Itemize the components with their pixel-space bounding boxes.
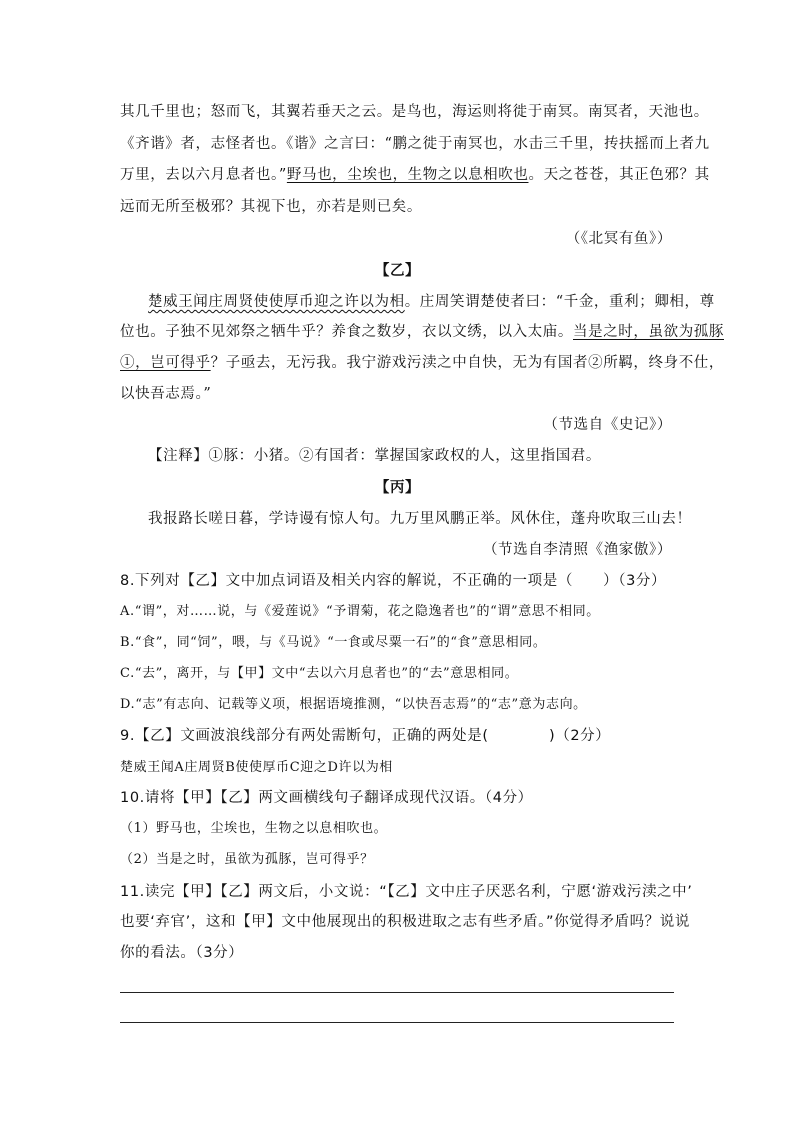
bing-source: （节选自李清照《渔家傲》）: [482, 542, 672, 558]
jia-line-2: 《齐谐》者，志怪者也。《谐》之言曰：“鹏之徙于南冥也，水击三千里，抟扶摇而上者九: [120, 136, 710, 152]
question-11-line-2: 也要‘弃官’，这和【甲】文中他展现出的积极进取之志有些矛盾。”你觉得矛盾吗？说说: [120, 914, 690, 930]
yi-underlined-sentence-a: 当是之时，虽欲为孤豚: [573, 324, 724, 340]
question-10-item-2: （2）当是之时，虽欲为孤豚，岂可得乎？: [120, 852, 374, 867]
yi-wavy-sentence: 楚威王闻庄周贤使使厚币迎之许以为相: [148, 294, 405, 310]
question-8-option-a: A.“谓”，对……说，与《爱莲说》“予谓菊，花之隐逸者也”的“谓”意思不相同。: [120, 604, 600, 619]
question-10: 10.请将【甲】【乙】两文画横线句子翻译成现代汉语。（4分）: [120, 790, 533, 806]
answer-line-1[interactable]: [120, 992, 674, 993]
question-11-line-3: 你的看法。（3分）: [120, 945, 244, 961]
bing-line-1: 我报路长嗟日暮，学诗谩有惊人句。九万里风鹏正举。风休住，蓬舟吹取三山去！: [148, 511, 692, 527]
question-8-option-b: B.“食”，同“饲”，喂，与《马说》“一食或尽粟一石”的“食”意思相同。: [120, 635, 547, 650]
jia-line-4: 远而无所至极邪？其视下也，亦若是则已矣。: [120, 199, 422, 215]
jia-line-3: [120, 165, 710, 185]
jia-underlined-sentence: 野马也，尘埃也，生物之以息相吹也: [286, 167, 529, 183]
jia-line-3-part-a: 万里，去以六月息者也。”: [120, 167, 287, 183]
yi-line-3: [120, 353, 725, 373]
yi-line-1-rest: 。庄周笑谓楚使者曰：“千金，重利；卿相，尊: [404, 294, 715, 310]
yi-underlined-sentence-b: ①，岂可得乎: [120, 355, 211, 371]
question-9-text: 楚威王闻A庄周贤B使使厚币C迎之D许以为相: [120, 760, 393, 775]
question-9: 9.【乙】文画波浪线部分有两处需断句，正确的两处是( )（2分）: [120, 728, 611, 744]
yi-source: （节选自《史记》）: [543, 417, 672, 433]
yi-line-2: [120, 322, 724, 342]
yi-heading: 【乙】: [374, 263, 421, 279]
yi-line-3-rest: ？子亟去，无污我。我宁游戏污渎之中自快，无为有国者②所羁，终身不仕，: [210, 355, 725, 371]
question-11-line-1: 11.读完【甲】【乙】两文后，小文说：“【乙】文中庄子厌恶名利，宁愿‘游戏污渎之中’: [120, 884, 693, 900]
question-8-option-d: D.“志”有志向、记载等义项，根据语境推测，“以快吾志焉”的“志”意为志向。: [120, 697, 587, 712]
jia-line-1: 其几千里也；怒而飞，其翼若垂天之云。是鸟也，海运则将徙于南冥。南冥者，天池也。: [120, 104, 709, 120]
jia-source: （《北冥有鱼》）: [565, 231, 672, 247]
question-8: 8.下列对【乙】文中加点词语及相关内容的解说，不正确的一项是（ ）（3分）: [120, 573, 667, 589]
yi-line-1: [148, 292, 715, 312]
yi-line-2-part-a: 位也。子独不见郊祭之牺牛乎？养食之数岁，衣以文绣，以入太庙。: [120, 324, 573, 340]
question-8-option-c: C.“去”，离开，与【甲】文中“去以六月息者也”的“去”意思相同。: [120, 666, 519, 681]
yi-line-4: 以快吾志焉。”: [120, 386, 212, 402]
question-10-item-1: （1）野马也，尘埃也，生物之以息相吹也。: [120, 821, 388, 836]
bing-heading: 【丙】: [374, 480, 421, 496]
jia-line-3-part-c: 。天之苍苍，其正色邪？其: [528, 167, 710, 183]
yi-note: 【注释】①豚：小猪。②有国者：掌握国家政权的人，这里指国君。: [148, 448, 601, 464]
answer-line-2[interactable]: [120, 1022, 674, 1023]
